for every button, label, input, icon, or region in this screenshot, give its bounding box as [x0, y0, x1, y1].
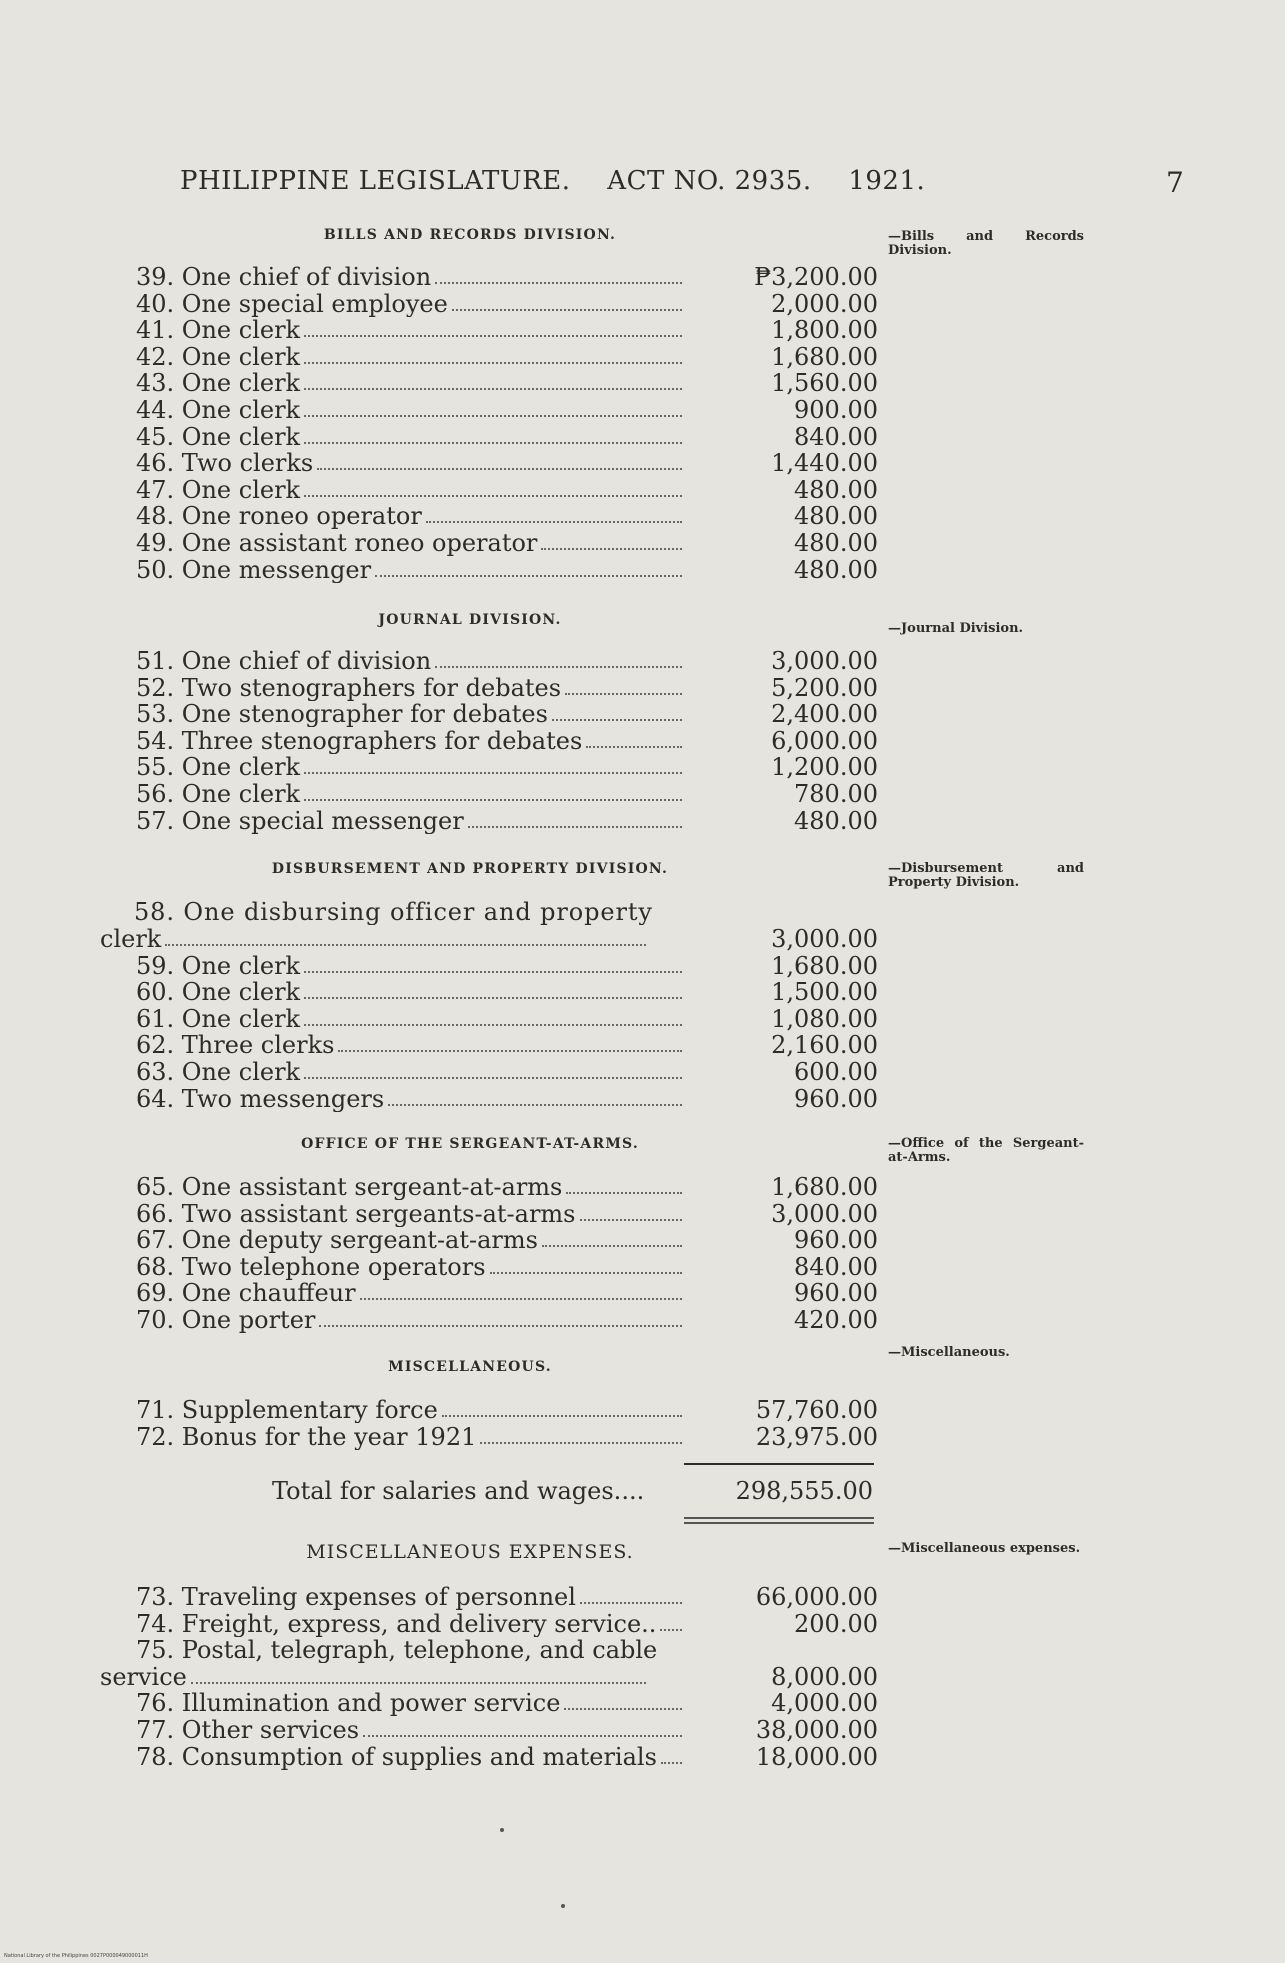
item-amount: 840.00 [794, 422, 878, 451]
item-amount: 200.00 [794, 1609, 878, 1638]
total-rule-top [684, 1463, 874, 1465]
leader-dots [442, 1415, 682, 1417]
table-row [0, 291, 1285, 317]
leader-dots [304, 772, 682, 774]
item-label: 57. One special messenger [136, 807, 464, 834]
leader-dots [304, 362, 682, 364]
item-amount: 1,560.00 [771, 369, 878, 398]
section-title-journal: JOURNAL DIVISION. [378, 612, 562, 628]
item-label: 66. Two assistant sergeants-at-arms [136, 1200, 576, 1227]
item-amount: 1,800.00 [771, 316, 878, 345]
item-amount: 600.00 [794, 1058, 878, 1086]
item-amount: 480.00 [794, 475, 878, 504]
leader-dots [435, 666, 682, 668]
item-label: 61. One clerk [136, 1005, 301, 1032]
leader-dots [565, 693, 682, 695]
item-label: 58. One disbursing officer and property [134, 899, 653, 925]
table-row [0, 317, 1285, 343]
item-amount: 38,000.00 [755, 1716, 878, 1744]
item-amount: 3,000.00 [771, 1199, 878, 1228]
item-label: 76. Illumination and power service [136, 1690, 561, 1717]
item-label: 71. Supplementary force [136, 1397, 438, 1423]
table-row [0, 264, 1285, 290]
item-label: 59. One clerk [136, 952, 301, 979]
leader-dots [564, 1708, 682, 1710]
item-amount: 1,680.00 [771, 1173, 878, 1201]
sidenote-expenses: —Miscellaneous expenses. [888, 1541, 1081, 1556]
table-row [0, 1611, 1285, 1637]
table-row [0, 503, 1285, 529]
item-amount: 3,000.00 [771, 925, 878, 953]
item-amount: 480.00 [794, 502, 878, 531]
table-row [0, 781, 1285, 807]
item-amount: 3,000.00 [771, 647, 878, 675]
running-header [180, 166, 1100, 196]
leader-dots [480, 1442, 682, 1444]
item-label: 73. Traveling expenses of personnel [136, 1584, 576, 1610]
header-act: ACT NO. 2935. [607, 166, 812, 196]
item-label: 44. One clerk [136, 397, 301, 423]
table-row [0, 1280, 1285, 1306]
scan-speck [561, 1904, 565, 1908]
table-row [0, 1307, 1285, 1333]
leader-dots [191, 1682, 646, 1684]
leader-dots [586, 746, 682, 748]
item-label: 45. One clerk [136, 423, 301, 450]
leader-dots [542, 1245, 682, 1247]
leader-dots [435, 282, 682, 284]
item-label: 78. Consumption of supplies and materials [136, 1743, 657, 1770]
item-amount: 960.00 [794, 1084, 878, 1113]
leader-dots [304, 1077, 682, 1079]
item-amount: 8,000.00 [771, 1662, 878, 1691]
table-row [0, 397, 1285, 423]
leader-dots [375, 575, 682, 577]
item-label: 70. One porter [136, 1307, 316, 1333]
item-label: 68. Two telephone operators [136, 1253, 486, 1280]
leader-dots [304, 971, 682, 973]
table-row [0, 701, 1285, 727]
total-rule-bottom-2 [684, 1522, 874, 1524]
table-row [0, 557, 1285, 583]
leader-dots [165, 944, 646, 946]
item-label: 49. One assistant roneo operator [136, 530, 538, 556]
item-amount: 6,000.00 [771, 726, 878, 755]
header-year: 1921. [848, 166, 926, 196]
leader-dots [660, 1629, 682, 1631]
table-row [0, 530, 1285, 556]
table-row [0, 1032, 1285, 1058]
leader-dots [363, 1735, 682, 1737]
leader-dots [566, 1192, 682, 1194]
leader-dots [468, 826, 682, 828]
item-amount: 960.00 [794, 1226, 878, 1255]
item-label: 74. Freight, express, and delivery service.. [136, 1610, 657, 1637]
item-label: 62. Three clerks [136, 1032, 335, 1059]
table-row [0, 1254, 1285, 1280]
leader-dots [452, 309, 682, 311]
sidenote-disbursement: —Disbursement and Property Division. [888, 861, 1084, 890]
table-row [0, 979, 1285, 1005]
leader-dots [541, 548, 682, 550]
table-row [0, 1006, 1285, 1032]
section-title-bills: BILLS AND RECORDS DIVISION. [323, 227, 617, 243]
table-row [0, 1664, 1285, 1690]
leader-dots [304, 388, 682, 390]
table-row [0, 1086, 1285, 1112]
leader-dots [338, 1050, 682, 1052]
scan-footer-id: National Library of the Philippines 0027P000049000011H [4, 1953, 148, 1959]
table-row [0, 344, 1285, 370]
total-amount: 298,555.00 [735, 1477, 873, 1505]
item-amount: 1,080.00 [771, 1004, 878, 1033]
table-row [0, 370, 1285, 396]
table-row [0, 1201, 1285, 1227]
leader-dots [304, 495, 682, 497]
item-label: 64. Two messengers [136, 1085, 385, 1112]
item-amount: 480.00 [794, 555, 878, 584]
section-title-misc: MISCELLANEOUS. [388, 1359, 552, 1375]
table-row [0, 953, 1285, 979]
item-label: 43. One clerk [136, 370, 301, 397]
table-row [0, 1059, 1285, 1085]
item-label: 75. Postal, telegraph, telephone, and cable [136, 1637, 658, 1664]
table-row [0, 1584, 1285, 1610]
item-label: 42. One clerk [136, 343, 301, 370]
item-amount: 840.00 [794, 1252, 878, 1281]
table-row [0, 1227, 1285, 1253]
item-label: 40. One special employee [136, 290, 448, 317]
section-title-sergeant: OFFICE OF THE SERGEANT-AT-ARMS. [301, 1136, 639, 1152]
table-row [0, 477, 1285, 503]
sidenote-bills: —Bills and Records Division. [888, 229, 1084, 258]
table-row [0, 648, 1285, 674]
table-row [0, 808, 1285, 834]
item-label: 46. Two clerks [136, 450, 314, 477]
leader-dots [317, 468, 682, 470]
total-rule-bottom-1 [684, 1517, 874, 1519]
item-amount: 900.00 [794, 396, 878, 424]
item-label: 72. Bonus for the year 1921 [136, 1423, 477, 1450]
page-number: 7 [1166, 166, 1184, 199]
item-label: 48. One roneo operator [136, 503, 422, 530]
table-row [0, 899, 1285, 925]
table-row [0, 1397, 1285, 1423]
item-label: 54. Three stenographers for debates [136, 727, 583, 754]
item-amount: 23,975.00 [755, 1422, 878, 1451]
item-amount: 57,760.00 [755, 1396, 878, 1424]
item-label: 65. One assistant sergeant-at-arms [136, 1174, 563, 1200]
leader-dots [552, 719, 682, 721]
leader-dots [360, 1298, 682, 1300]
table-row [0, 424, 1285, 450]
table-row [0, 1744, 1285, 1770]
item-label: 56. One clerk [136, 781, 301, 807]
item-label: 51. One chief of division [136, 648, 432, 674]
item-amount: 2,400.00 [771, 700, 878, 729]
item-amount: 480.00 [794, 806, 878, 835]
leader-dots [490, 1272, 682, 1274]
leader-dots [304, 335, 682, 337]
item-label: 77. Other services [136, 1717, 360, 1743]
item-amount: 1,440.00 [771, 449, 878, 478]
item-label: 53. One stenographer for debates [136, 701, 548, 728]
section-title-disbursement: DISBURSEMENT AND PROPERTY DIVISION. [271, 861, 669, 877]
item-amount: 4,000.00 [771, 1689, 878, 1718]
item-label: 60. One clerk [136, 979, 301, 1006]
leader-dots [388, 1104, 682, 1106]
item-amount: 960.00 [794, 1279, 878, 1308]
item-amount: 1,680.00 [771, 951, 878, 980]
item-amount: 66,000.00 [755, 1583, 878, 1611]
table-row [0, 450, 1285, 476]
sidenote-journal: —Journal Division. [888, 621, 1024, 636]
table-row [0, 728, 1285, 754]
header-legislature: PHILIPPINE LEGISLATURE. [180, 166, 571, 196]
item-label: clerk [100, 926, 162, 952]
item-label: 55. One clerk [136, 754, 301, 781]
item-amount: 2,000.00 [771, 289, 878, 318]
section-title-expenses: MISCELLANEOUS EXPENSES. [306, 1541, 634, 1563]
leader-dots [304, 997, 682, 999]
item-amount: 1,680.00 [771, 342, 878, 371]
table-row [0, 1424, 1285, 1450]
leader-dots [426, 521, 682, 523]
sidenote-sergeant: —Office of the Sergeant-at-Arms. [888, 1136, 1084, 1165]
table-row [0, 926, 1285, 952]
item-amount: 2,160.00 [771, 1031, 878, 1060]
item-label: service [100, 1663, 187, 1690]
leader-dots [304, 799, 682, 801]
sidenote-misc: —Miscellaneous. [888, 1345, 1010, 1360]
item-label: 67. One deputy sergeant-at-arms [136, 1227, 538, 1254]
total-label: Total for salaries and wages.... [272, 1477, 645, 1505]
table-row [0, 754, 1285, 780]
item-amount: 780.00 [794, 780, 878, 808]
leader-dots [319, 1325, 682, 1327]
item-label: 69. One chauffeur [136, 1280, 356, 1307]
item-amount: ₱3,200.00 [754, 263, 878, 291]
leader-dots [661, 1762, 682, 1764]
scan-speck [500, 1828, 504, 1832]
leader-dots [580, 1219, 683, 1221]
item-label: 52. Two stenographers for debates [136, 674, 562, 701]
item-amount: 420.00 [794, 1306, 878, 1334]
table-row [0, 675, 1285, 701]
table-row [0, 1637, 1285, 1663]
item-amount: 18,000.00 [755, 1742, 878, 1771]
item-amount: 1,500.00 [771, 978, 878, 1007]
item-label: 63. One clerk [136, 1059, 301, 1085]
item-amount: 5,200.00 [771, 673, 878, 702]
item-label: 47. One clerk [136, 476, 301, 503]
item-amount: 1,200.00 [771, 753, 878, 782]
item-label: 41. One clerk [136, 317, 301, 344]
table-row [0, 1690, 1285, 1716]
item-amount: 480.00 [794, 529, 878, 557]
item-label: 50. One messenger [136, 556, 372, 583]
leader-dots [580, 1602, 682, 1604]
item-label: 39. One chief of division [136, 264, 432, 290]
leader-dots [304, 415, 682, 417]
leader-dots [304, 1024, 682, 1026]
leader-dots [304, 442, 682, 444]
table-row [0, 1174, 1285, 1200]
table-row [0, 1717, 1285, 1743]
